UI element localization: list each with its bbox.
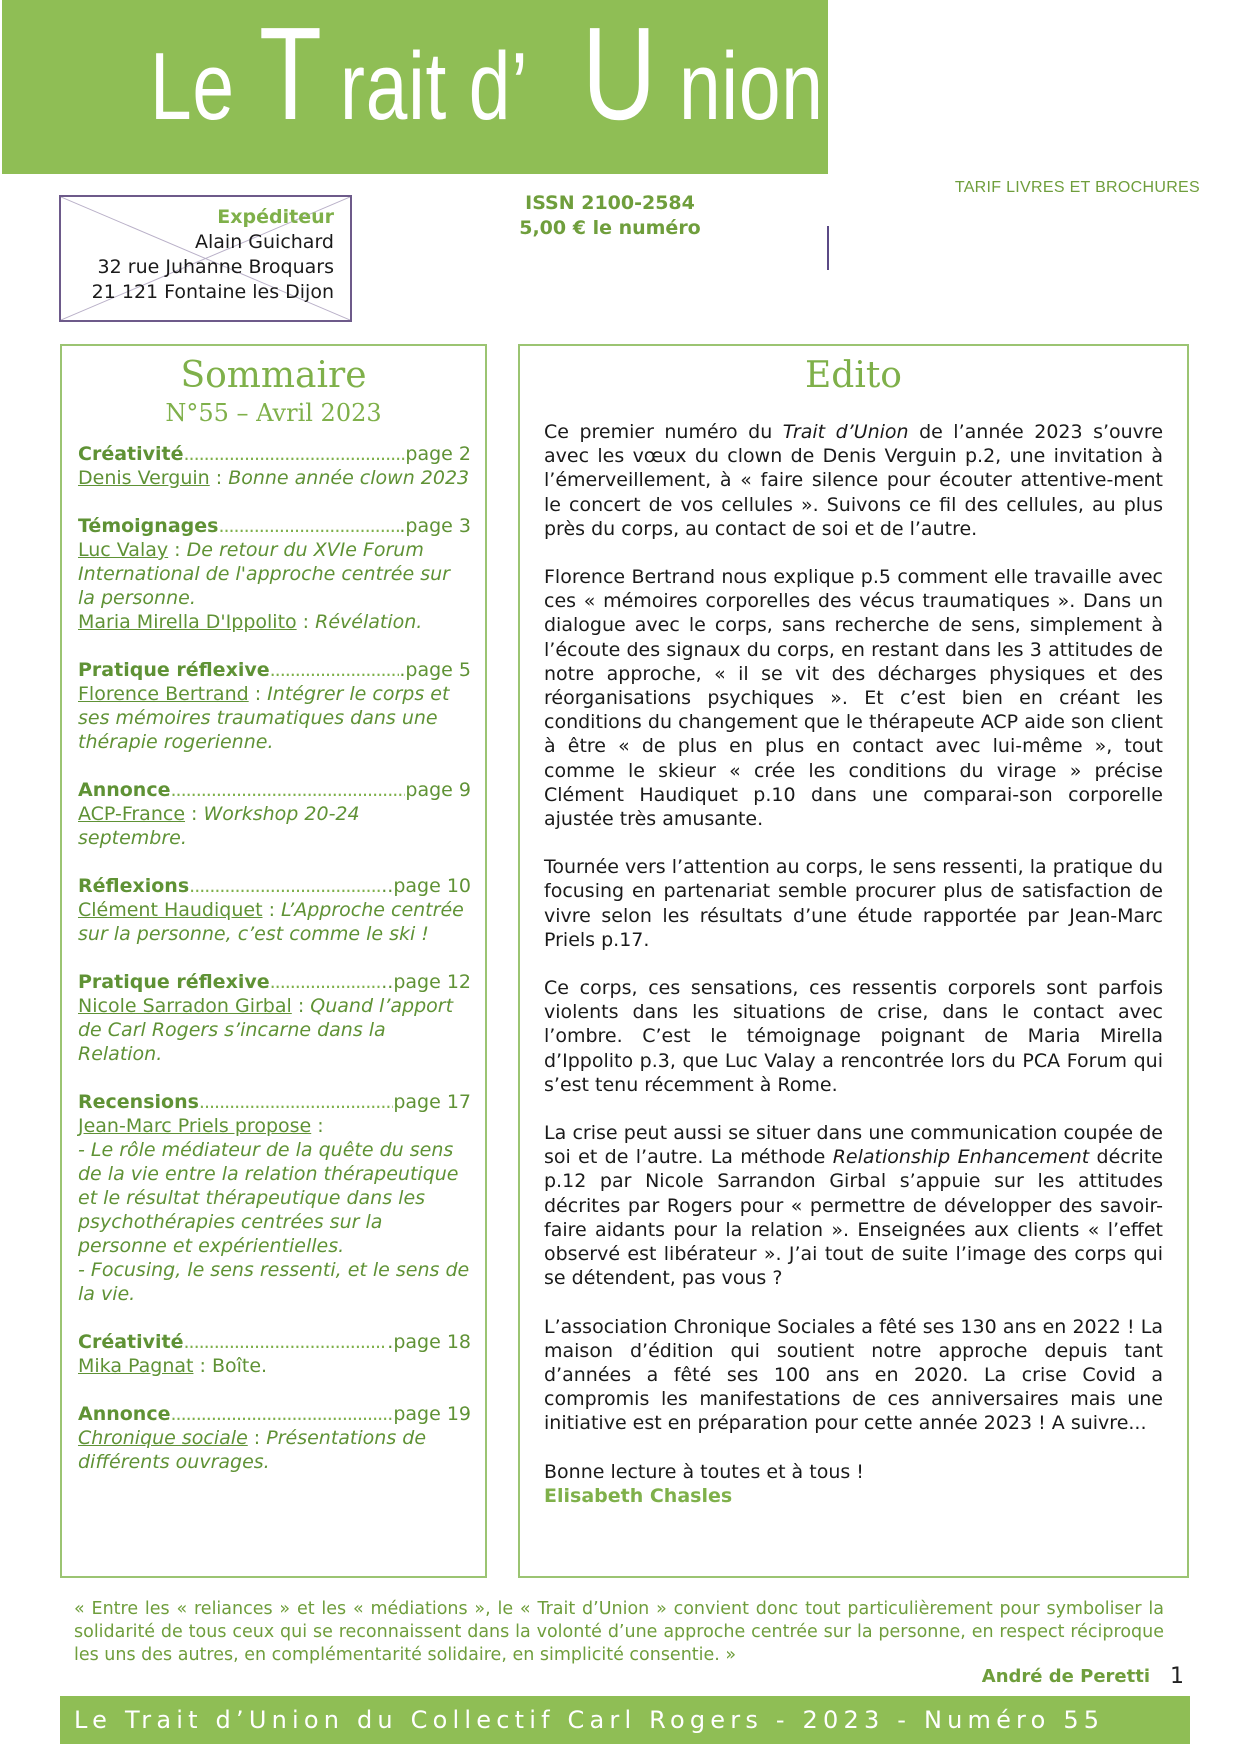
table-of-contents — [60, 344, 487, 1578]
toc-author-link[interactable]: Nicole Sarradon Girbal — [78, 995, 292, 1017]
issue-price: 5,00 € le numéro — [519, 217, 701, 239]
toc-leader — [270, 970, 382, 994]
toc-category: Recensions — [78, 1091, 199, 1113]
toc-list — [62, 442, 485, 1474]
divider-line — [827, 226, 829, 270]
masthead-title: LeT rait d’ U nion — [150, 0, 824, 147]
toc-author-link[interactable]: Denis Verguin — [78, 467, 210, 489]
sender-city: 21 121 Fontaine les Dijon — [91, 281, 334, 303]
sender-name: Alain Guichard — [195, 231, 334, 253]
toc-entry: Annonce ..... page 9 ACP-France : Workshop 20-24 septembre. — [78, 778, 471, 850]
toc-page: .page 18 — [387, 1331, 471, 1353]
toc-entry: Pratique réflexive ..... .page 5 Florence Bertrand : Intégrer le corps et ses mémoires traumatiques dans une thérapie rogerienne. — [78, 658, 471, 754]
toc-title: Sommaire — [180, 355, 367, 396]
toc-leader — [171, 778, 406, 802]
sender-address — [92, 205, 334, 305]
toc-author-link[interactable]: ACP-France — [78, 803, 186, 825]
toc-leader — [183, 442, 405, 466]
toc-author-link[interactable]: Luc Valay — [78, 539, 169, 561]
toc-description: Quand l’apport de Carl Rogers s’incarne dans la Relation. — [78, 995, 454, 1065]
toc-author-link[interactable]: Mika Pagnat — [78, 1355, 194, 1377]
toc-author-link[interactable]: Chronique sociale — [78, 1427, 248, 1449]
issn-number: ISSN 2100-2584 — [525, 192, 695, 214]
toc-description: L’Approche centrée sur la personne, c’est comme le ski ! — [78, 899, 464, 945]
toc-entry: Réflexions ..... ..page 10 Clément Haudiquet : L’Approche centrée sur la personne, c’est comme le ski ! — [78, 874, 471, 946]
edito-paragraph: Ce premier numéro du Trait d’Union de l’année 2023 s’ouvre avec les vœux du clown de Denis Verguin p.2, une invitation à l’émerveillement, à « faire silence pour écouter attentive-ment le concert de vos cellules ». Suivons ce fil des cellules, au plus près du corps, au contact de soi et de l’autre. — [544, 421, 1164, 540]
toc-description: - Focusing, le sens ressenti, et le sens de la vie. — [78, 1259, 470, 1305]
edito-paragraph: Tournée vers l’attention au corps, le sens ressenti, la pratique du focusing en partenariat semble procurer plus de satisfaction de vivre selon les résultats d’une étude rapportée par Jean-Marc Priels p.17. — [544, 856, 1163, 951]
toc-category: Annonce — [78, 1403, 171, 1425]
masthead-banner — [2, 0, 828, 174]
toc-entry: Recensions ..... page 17 Jean-Marc Priels propose : - Le rôle médiateur de la quête du sens de la vie entre la relation thérapeutique et le résultat thérapeutique dans les psychothérapies centrées sur la personne et expérientielles. - Focusing, le sens ressenti, et le sens de la vie. — [78, 1090, 471, 1306]
toc-description: Intégrer le corps et ses mémoires traumatiques dans une thérapie rogerienne. — [78, 683, 450, 753]
toc-leader — [171, 1402, 394, 1426]
footer-banner — [60, 1696, 1190, 1744]
toc-category: Créativité — [78, 1331, 184, 1353]
page-number: 1 — [1170, 1664, 1184, 1689]
sender-street: 32 rue Juhanne Broquars — [97, 256, 334, 278]
epigraph-quote: « Entre les « reliances » et les « médiations », le « Trait d’Union » convient donc tout particulièrement pour symboliser la solidarité de tous ceux qui se reconnaissent dans la volonté d’une approche centrée sur la personne, en respect réciproque les uns des autres, en complémentarité solidaire, en simplicité consentie. » — [74, 1599, 1164, 1665]
toc-entry: Pratique réflexive ..... ..page 12 Nicole Sarradon Girbal : Quand l’apport de Carl Rogers s’incarne dans la Relation. — [78, 970, 471, 1066]
toc-page: page 9 — [405, 779, 471, 801]
toc-leader — [218, 514, 399, 538]
edito-paragraph: Florence Bertrand nous explique p.5 comment elle travaille avec ces « mémoires corporelles des vécus traumatiques ». Dans un dialogue avec le corps, sans recherche de sens, simplement à l’écoute des signaux du corps, en restant dans les 3 attitudes de notre approche, « il se vit des décharges physiques et des réorganisations psychiques ». Et c’est bien en créant les conditions du changement que le thérapeute ACP aide son client à être « de plus en plus en contact avec lui-même », tout comme le skieur « crée les conditions du virage » précise Clément Haudiquet p.10 dans une comparai-son corporelle ajustée très amusante. — [544, 566, 1163, 831]
toc-description: Workshop 20-24 septembre. — [78, 803, 360, 849]
toc-category: Pratique réflexive — [78, 659, 270, 681]
toc-page: ..page 12 — [381, 971, 471, 993]
sender-address-box — [59, 195, 352, 322]
toc-category: Pratique réflexive — [78, 971, 270, 993]
toc-author-link[interactable]: Clément Haudiquet — [78, 899, 263, 921]
toc-description: De retour du XVIe Forum International de l'approche centrée sur la personne. — [78, 539, 450, 609]
toc-category: Créativité — [78, 443, 184, 465]
edito-signature: Elisabeth Chasles — [544, 1484, 733, 1507]
toc-category: Témoignages — [78, 515, 219, 537]
toc-author-link[interactable]: Florence Bertrand — [78, 683, 249, 705]
toc-page: .page 5 — [399, 659, 471, 681]
issn-block — [505, 191, 715, 241]
footer-text: Le Trait d’Union du Collectif Carl Rogers - 2023 - Numéro 55 — [74, 1706, 1105, 1734]
toc-leader — [199, 1090, 393, 1114]
toc-category: Annonce — [78, 779, 171, 801]
postal-tariff: TARIF LIVRES ET BROCHURES — [954, 179, 1200, 196]
toc-page: page 17 — [393, 1091, 471, 1113]
editorial-body — [520, 420, 1187, 1508]
toc-page: page 2 — [405, 443, 471, 465]
toc-leader — [183, 1330, 387, 1354]
toc-entry: Créativité ..... page 2 Denis Verguin : Bonne année clown 2023 — [78, 442, 471, 490]
toc-entry: Créativité ..... .page 18 Mika Pagnat : Boîte. — [78, 1330, 471, 1378]
edito-title: Edito — [805, 355, 902, 396]
toc-page: ..page 10 — [381, 875, 471, 897]
toc-description: Bonne année clown 2023 — [228, 467, 470, 489]
toc-page: page 19 — [393, 1403, 471, 1425]
toc-entry: Annonce ..... page 19 Chronique sociale : Présentations de différents ouvrages. — [78, 1402, 471, 1474]
issue-label: N°55 – Avril 2023 — [165, 399, 382, 427]
toc-leader — [270, 658, 400, 682]
editorial-panel — [518, 344, 1189, 1578]
toc-author-link[interactable]: Jean-Marc Priels propose — [78, 1115, 312, 1137]
edito-paragraph: Ce corps, ces sensations, ces ressentis corporels sont parfois violents dans les situations de crise, dans le contact avec l’ombre. C’est le témoignage poignant de Maria Mirella d’Ippolito p.3, que Luc Valay a rencontrée lors du PCA Forum qui s’est tenu récemment à Rome. — [544, 977, 1163, 1096]
toc-leader — [189, 874, 381, 898]
toc-author-link[interactable]: Maria Mirella D'Ippolito — [78, 611, 297, 633]
toc-category: Réflexions — [78, 875, 190, 897]
toc-description: Boîte. — [211, 1355, 268, 1377]
sender-label: Expéditeur — [217, 206, 334, 228]
toc-description: - Le rôle médiateur de la quête du sens de la vie entre la relation thérapeutique et le résultat thérapeutique dans les psychothérapies centrées sur la personne et expérientielles. — [78, 1139, 459, 1257]
toc-description: Révélation. — [315, 611, 423, 633]
edito-closing: Bonne lecture à toutes et à tous ! — [544, 1460, 864, 1483]
toc-page: .page 3 — [399, 515, 471, 537]
edito-paragraph: L’association Chronique Sociales a fêté ses 130 ans en 2022 ! La maison d’édition qui soutient notre approche depuis tant d’années a fêté ses 100 ans en 2020. La crise Covid a compromis les manifestations de ces anniversaires mais une initiative est en préparation pour cette année 2023 ! A suivre... — [544, 1315, 1163, 1435]
edito-paragraph: La crise peut aussi se situer dans une communication coupée de soi et de l’autre. La méthode Relationship Enhancement décrite p.12 par Nicole Sarrandon Girbal s’appuie sur les attitudes décrites par Rogers pour « permettre de développer des savoir-faire aidants pour la relation ». Enseignées aux clients « l’effet observé est libérateur ». J’ai tout de suite l’image des corps qui se détendent, pas vous ? — [544, 1122, 1163, 1290]
toc-description: Présentations de différents ouvrages. — [78, 1427, 427, 1473]
toc-entry: Témoignages ..... .page 3 Luc Valay : De retour du XVIe Forum International de l'approche centrée sur la personne. Maria Mirella D'Ippolito : Révélation. — [78, 514, 471, 634]
quote-author: André de Peretti — [981, 1666, 1150, 1687]
